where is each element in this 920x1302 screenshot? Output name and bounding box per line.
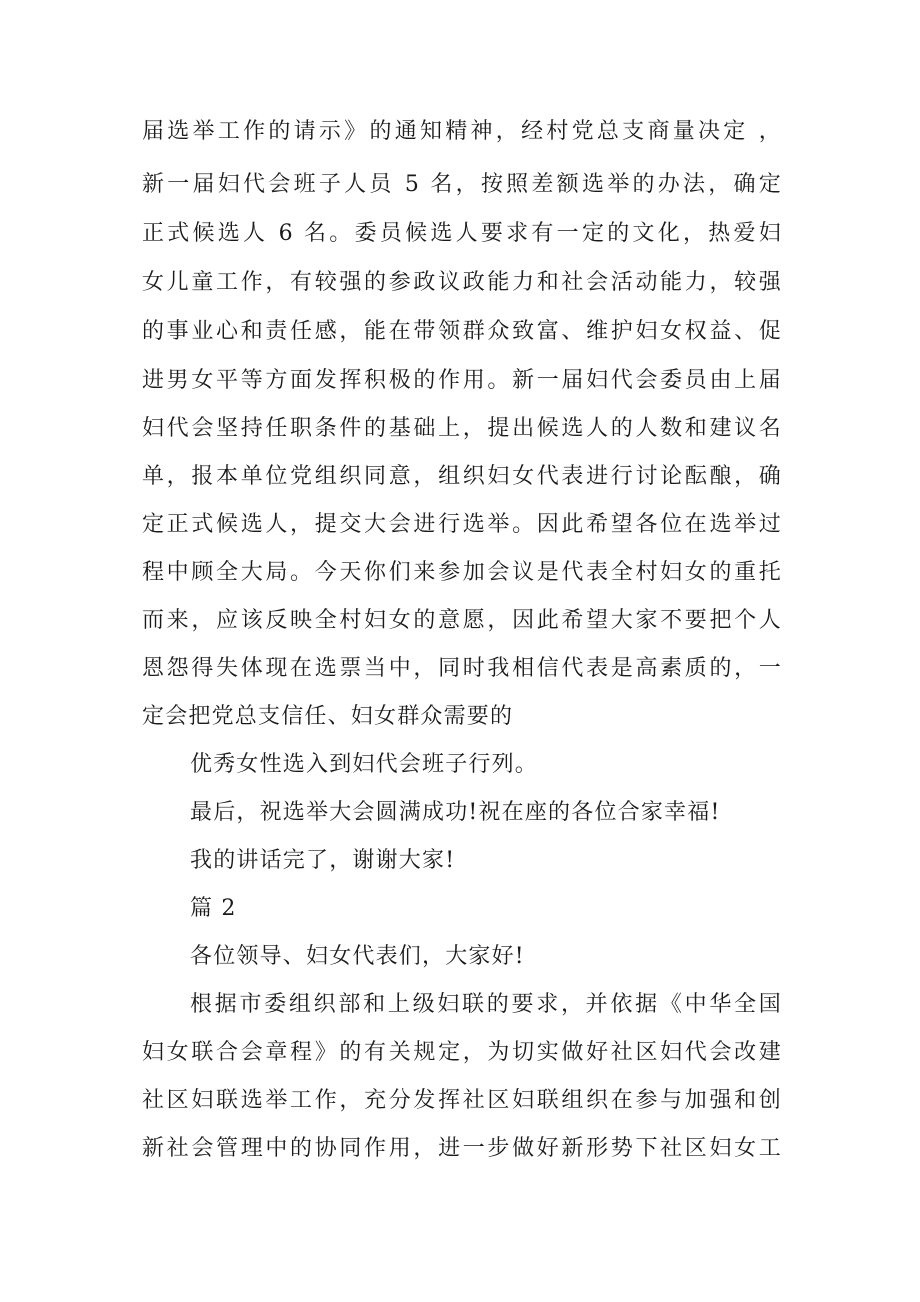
text-line: 届选举工作的请示》的通知精神，经村党总支商量决定 ，	[142, 119, 782, 144]
text-line: 定会把党总支信任、妇女群众需要的	[142, 704, 514, 729]
text-line: 社区妇联选举工作，充分发挥社区妇联组织在参与加强和创	[142, 1088, 782, 1113]
text-line: 进男女平等方面发挥积极的作用。新一届妇代会委员由上届	[142, 368, 782, 393]
text-line: 单，报本单位党组织同意，组织妇女代表进行讨论酝酿，确	[142, 464, 782, 489]
text-line: 妇女联合会章程》的有关规定，为切实做好社区妇代会改建	[142, 1040, 782, 1065]
text-line: 定正式候选人，提交大会进行选举。因此希望各位在选举过	[142, 512, 782, 537]
text-line: 优秀女性选入到妇代会班子行列。	[190, 752, 539, 777]
text-line: 最后，祝选举大会圆满成功!祝在座的各位合家幸福!	[190, 800, 721, 825]
text-line: 我的讲话完了，谢谢大家!	[190, 848, 456, 873]
section-heading: 篇 2	[190, 896, 237, 921]
text-line: 而来，应该反映全村妇女的意愿，因此希望大家不要把个人	[142, 608, 782, 633]
text-line: 新一届妇代会班子人员 5 名，按照差额选举的办法，确定	[142, 172, 782, 197]
text-line: 女儿童工作，有较强的参政议政能力和社会活动能力，较强	[142, 270, 782, 295]
greeting-line: 各位领导、妇女代表们，大家好!	[190, 944, 525, 969]
text-line: 程中顾全大局。今天你们来参加会议是代表全村妇女的重托	[142, 560, 782, 585]
text-line: 妇代会坚持任职条件的基础上，提出候选人的人数和建议名	[142, 416, 782, 441]
text-line: 的事业心和责任感，能在带领群众致富、维护妇女权益、促	[142, 319, 782, 344]
text-line: 正式候选人 6 名。委员候选人要求有一定的文化，热爱妇	[142, 221, 782, 246]
text-line: 根据市委组织部和上级妇联的要求，并依据《中华全国	[190, 992, 782, 1017]
text-line: 恩怨得失体现在选票当中，同时我相信代表是高素质的，一	[142, 656, 782, 681]
text-line: 新社会管理中的协同作用，进一步做好新形势下社区妇女工	[142, 1136, 782, 1161]
